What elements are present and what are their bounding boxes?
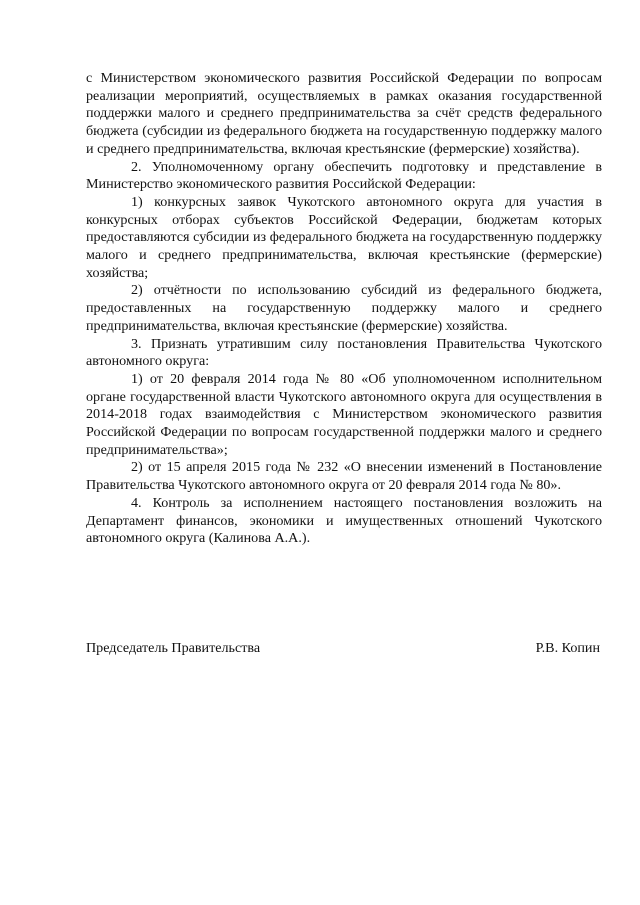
document-body [86,70,602,548]
paragraph-subitem-3-1: 1) от 20 февраля 2014 года № 80 «Об уполномоченном исполнительном органе государственной власти Чукотского автономного округа для осуществления в 2014-2018 годах взаимодействия с Министерством экономического развития Российской Федерации по вопросам государственной поддержки малого и среднего предпринимательства»; [86,370,602,458]
paragraph-subitem-3-2: 2) от 15 апреля 2015 года № 232 «О внесении изменений в Постановление Правительства Чукотского автономного округа от 20 февраля 2014 года № 80». [86,459,602,494]
paragraph-continuation: с Министерством экономического развития Российской Федерации по вопросам реализации мероприятий, осуществляемых в рамках оказания государственной поддержки малого и среднего предпринимательства за счёт средств федерального бюджета (субсидии из федерального бюджета на государственную поддержку малого и среднего предпринимательства, включая крестьянские (фермерские) хозяйства). [86,70,602,157]
signature-block [86,640,600,658]
paragraph-item-4: 4. Контроль за исполнением настоящего постановления возложить на Департамент финансов, экономики и имущественных отношений Чукотского автономного округа (Калинова А.А.). [86,494,602,547]
paragraph-item-3: 3. Признать утратившим силу постановления Правительства Чукотского автономного округа: [86,335,602,370]
signatory-name: Р.В. Копин [535,640,600,656]
paragraph-subitem-2-1: 1) конкурсных заявок Чукотского автономного округа для участия в конкурсных отборах субъектов Российской Федерации, бюджетам которых предоставляются субсидии из федерального бюджета на государственную поддержку малого и среднего предпринимательства, включая крестьянские (фермерские) хозяйства; [86,193,602,281]
paragraph-item-2: 2. Уполномоченному органу обеспечить подготовку и представление в Министерство экономического развития Российской Федерации: [86,158,602,193]
signatory-position: Председатель Правительства [86,640,261,656]
paragraph-subitem-2-2: 2) отчётности по использованию субсидий из федерального бюджета, предоставленных на государственную поддержку малого и среднего предпринимательства, включая крестьянские (фермерские) хозяйства. [86,282,602,334]
